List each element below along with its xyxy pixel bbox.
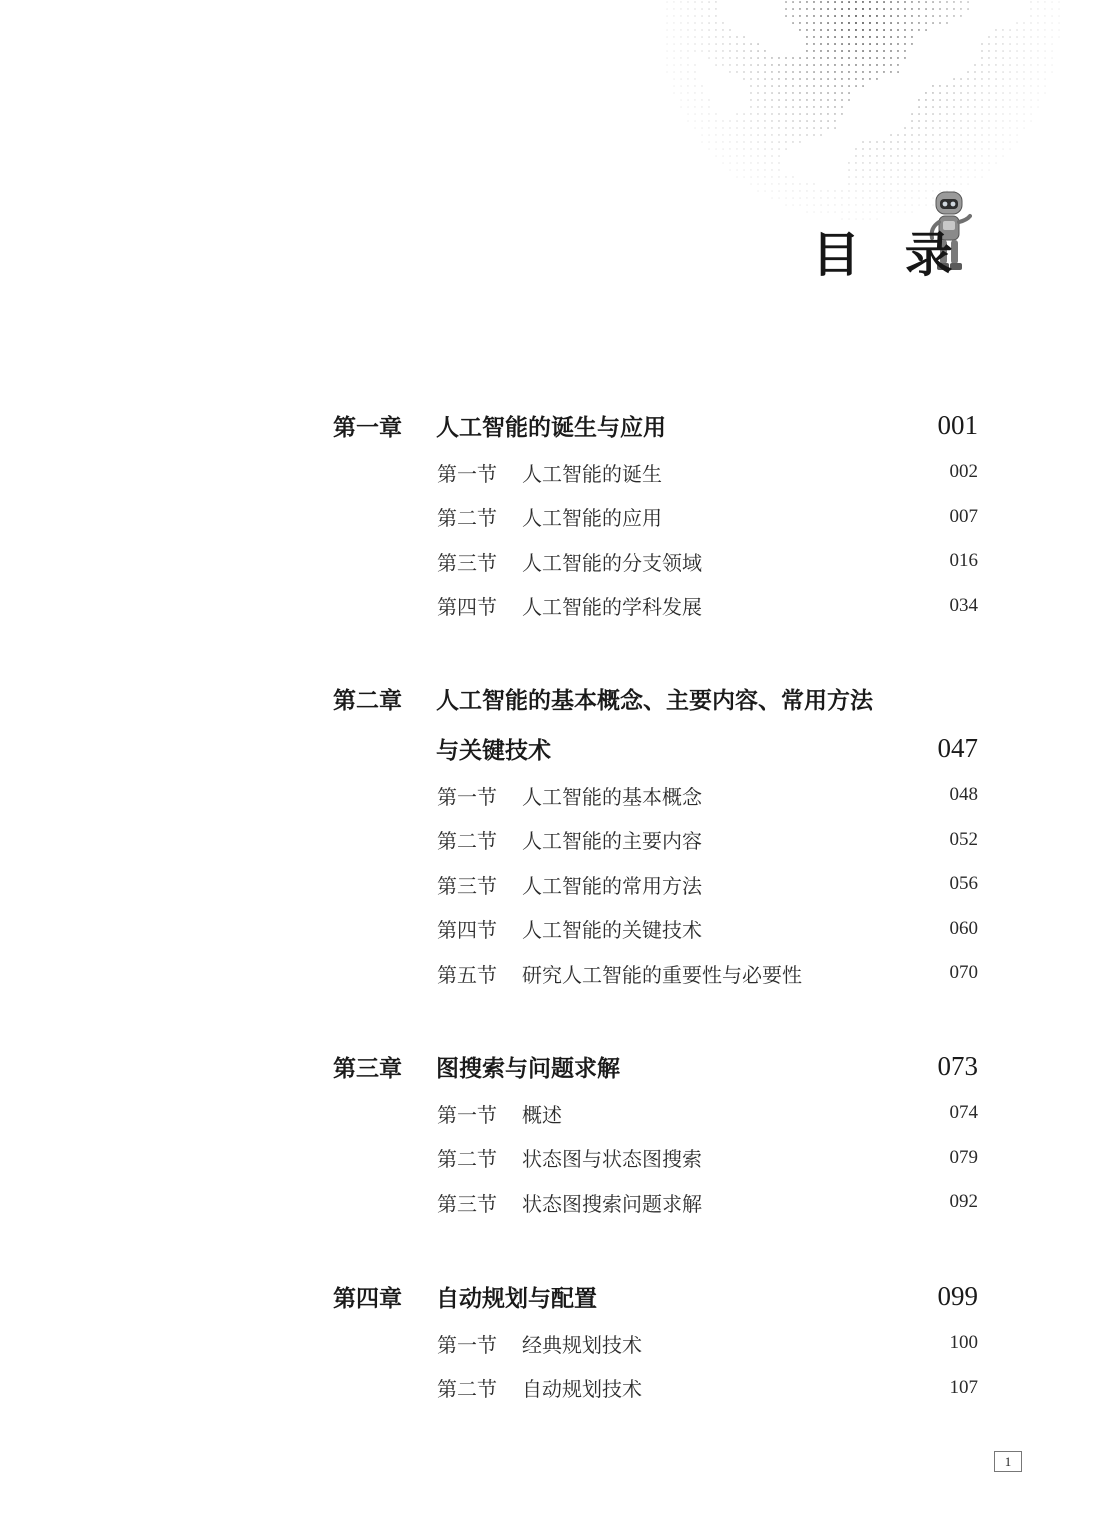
chapter-title: 人工智能的诞生与应用 (436, 413, 666, 441)
section-entry[interactable] (333, 773, 978, 818)
section-page-number: 007 (949, 505, 978, 527)
chapter-title: 图搜索与问题求解 (436, 1054, 620, 1082)
section-entry[interactable] (333, 584, 978, 629)
page-number: 1 (994, 1451, 1022, 1472)
section-title: 人工智能的关键技术 (522, 918, 702, 943)
dotted-globe-icon (630, 0, 1100, 230)
section-title: 状态图搜索问题求解 (522, 1191, 702, 1216)
toc-title: 目 录 (812, 227, 967, 283)
section-title: 人工智能的基本概念 (522, 784, 702, 809)
chapter-label: 第一章 (333, 413, 402, 441)
section-page-number: 052 (949, 828, 978, 850)
section-page-number: 002 (949, 461, 978, 483)
section-label: 第二节 (437, 1147, 497, 1172)
section-label: 第二节 (437, 829, 497, 854)
section-entry[interactable] (333, 1091, 978, 1136)
section-page-number: 092 (949, 1191, 978, 1213)
section-page-number: 107 (949, 1376, 978, 1398)
section-entry[interactable] (333, 862, 978, 907)
chapter-page-number: 099 (937, 1280, 978, 1311)
section-entry[interactable] (333, 495, 978, 540)
section-title: 人工智能的主要内容 (522, 829, 702, 854)
section-page-number: 060 (949, 917, 978, 939)
section-entry[interactable] (333, 450, 978, 495)
section-page-number: 074 (949, 1102, 978, 1124)
section-label: 第一节 (437, 461, 497, 486)
section-title: 研究人工智能的重要性与必要性 (522, 962, 802, 987)
section-title: 状态图与状态图搜索 (522, 1147, 702, 1172)
section-title: 人工智能的诞生 (522, 461, 662, 486)
chapter-block (333, 1041, 978, 1225)
section-title: 人工智能的应用 (522, 506, 662, 531)
section-label: 第四节 (437, 595, 497, 620)
section-label: 第三节 (437, 550, 497, 575)
section-page-number: 079 (949, 1146, 978, 1168)
chapter-block (333, 400, 978, 628)
chapter-title: 人工智能的基本概念、主要内容、常用方法 (436, 686, 873, 714)
chapter-heading[interactable] (333, 1041, 978, 1091)
section-page-number: 070 (949, 962, 978, 984)
chapter-heading[interactable] (333, 1271, 978, 1321)
chapter-label: 第四章 (333, 1284, 402, 1312)
section-entry[interactable] (333, 1136, 978, 1181)
section-entry[interactable] (333, 1366, 978, 1411)
section-title: 人工智能的分支领域 (522, 550, 702, 575)
section-label: 第二节 (437, 506, 497, 531)
chapter-page-number: 047 (937, 732, 978, 763)
section-label: 第五节 (437, 962, 497, 987)
section-title: 自动规划技术 (522, 1377, 642, 1402)
section-page-number: 034 (949, 594, 978, 616)
section-label: 第三节 (437, 1191, 497, 1216)
section-entry[interactable] (333, 1180, 978, 1225)
section-page-number: 056 (949, 873, 978, 895)
section-title: 经典规划技术 (522, 1332, 642, 1357)
section-entry[interactable] (333, 907, 978, 952)
section-page-number: 100 (949, 1332, 978, 1354)
chapter-title: 自动规划与配置 (436, 1284, 597, 1312)
section-label: 第三节 (437, 873, 497, 898)
chapter-heading-continued[interactable] (333, 723, 978, 773)
chapter-block (333, 1271, 978, 1410)
section-label: 第一节 (437, 1332, 497, 1357)
chapter-page-number: 073 (937, 1050, 978, 1081)
section-page-number: 048 (949, 784, 978, 806)
section-entry[interactable] (333, 539, 978, 584)
section-label: 第一节 (437, 1102, 497, 1127)
chapter-heading[interactable] (333, 400, 978, 450)
section-label: 第二节 (437, 1377, 497, 1402)
chapter-label: 第三章 (333, 1054, 402, 1082)
section-title: 概述 (522, 1102, 562, 1127)
section-label: 第四节 (437, 918, 497, 943)
chapter-heading[interactable] (333, 673, 978, 723)
chapter-page-number: 001 (937, 409, 978, 440)
section-entry[interactable] (333, 951, 978, 996)
chapter-title-continued: 与关键技术 (436, 736, 551, 764)
section-entry[interactable] (333, 1321, 978, 1366)
section-title: 人工智能的学科发展 (522, 595, 702, 620)
section-label: 第一节 (437, 784, 497, 809)
chapter-block (333, 673, 978, 996)
chapter-label: 第二章 (333, 686, 402, 714)
section-title: 人工智能的常用方法 (522, 873, 702, 898)
section-page-number: 016 (949, 550, 978, 572)
section-entry[interactable] (333, 818, 978, 863)
